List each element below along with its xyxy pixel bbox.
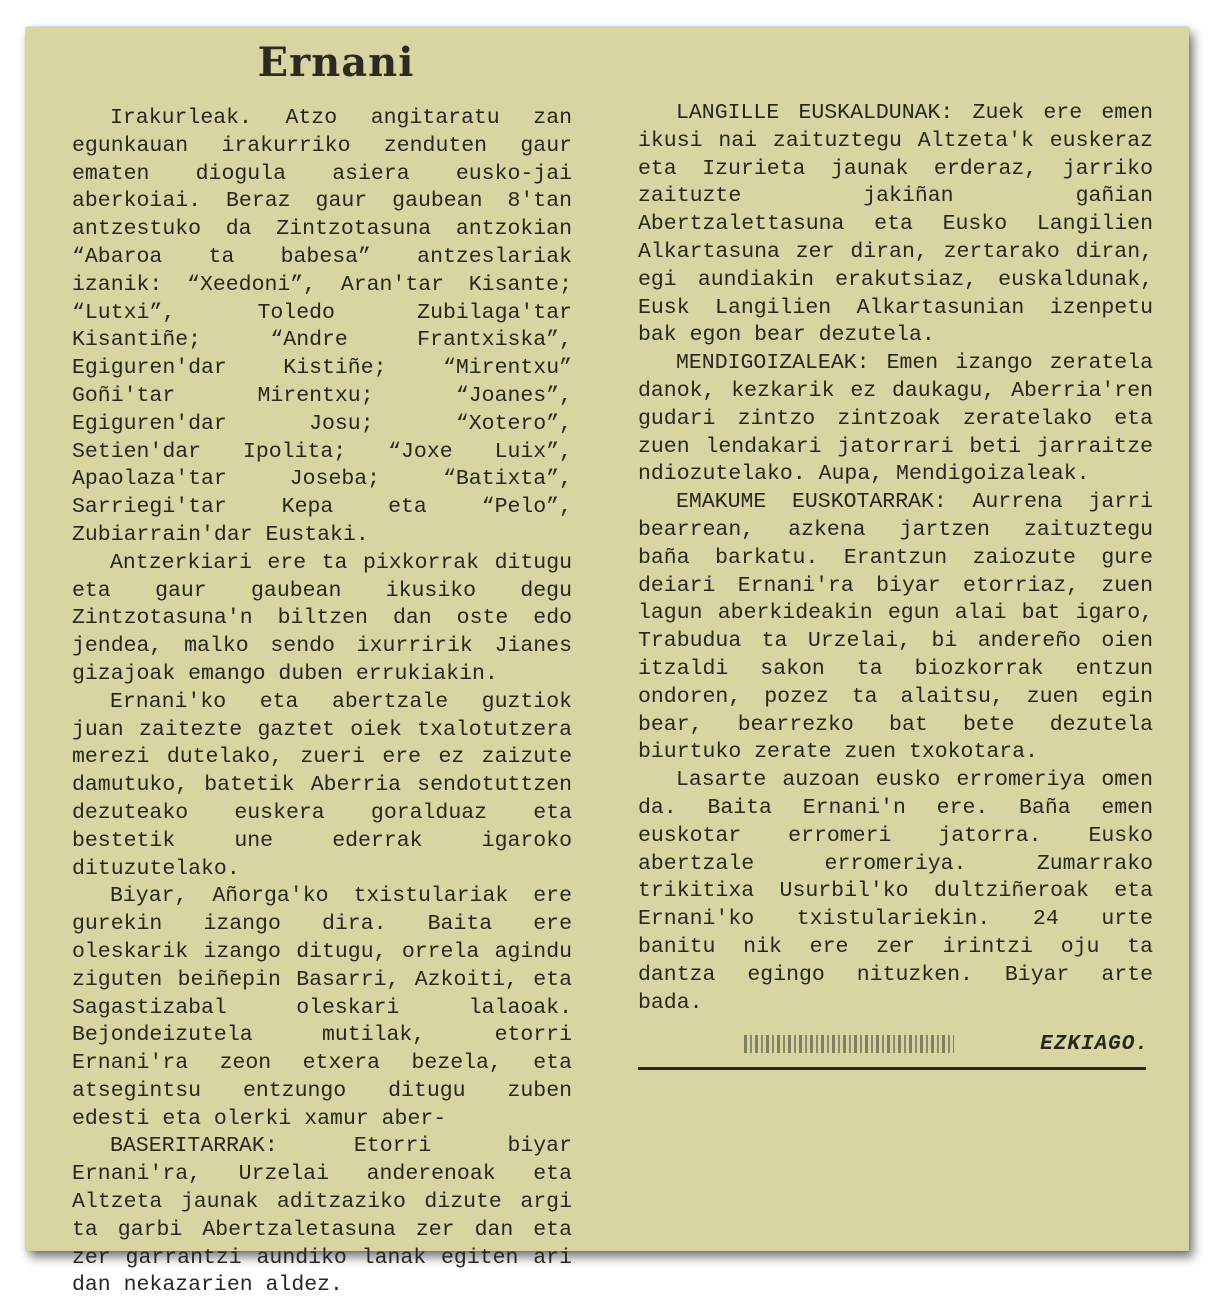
paragraph-ernaniko: Ernani'ko eta abertzale guztiok juan zaitezte gaztet oiek txalotutzera merezi dutelako, zueri ere ez zaizute damutuko, batetik Aberria sendotuttzen dezuteako euskera goralduaz eta bestetik une ederrak igaroko dituzutelako.: [72, 689, 572, 881]
paragraph-biyar: Biyar, Añorga'ko txistulariak ere gurekin izango dira. Baita ere oleskarik izango ditugu, orrela agindu ziguten beiñepin Basarri, Azkoiti, eta Sagastizabal oleskari lalaoak. Bejondeizutela mutilak, etorri Ernani'ra zeon etxera bezela, eta atsegintsu entzungo ditugu zuben edesti eta olerki xamur aber-: [72, 884, 572, 1131]
right-column: [638, 100, 1153, 1017]
paragraph-antzerkiari: Antzerkiari ere ta pixkorrak ditugu eta gaur gaubean ikusiko degu Zintzotasuna'n biltzen dan oste edo jendea, malko sendo ixurririk Jianes gizajoak emango duben errukiakin.: [72, 550, 572, 686]
paragraph-lasarte: Lasarte auzoan eusko erromeriya omen da. Baita Ernani'n ere. Baña emen euskotar erromeri jatorra. Eusko abertzale erromeriya. Zumarrako trikitixa Usurbil'ko dultziñeroak eta Ernani'ko txistulariekin. 24 urte banitu nik ere zer irintzi oju ta dantza egingo nituzken. Biyar arte bada.: [638, 768, 1153, 1015]
paragraph-baseritarrak: BASERITARRAK: Etorri biyar Ernani'ra, Urzelai anderenoak eta Altzeta jaunak aditzaziko dizute argi ta garbi Abertzaletasuna zer dan eta zer garrantzi aundiko lanak egiten ari dan nekazarien aldez.: [72, 1134, 572, 1298]
paragraph-mendigoizaleak: MENDIGOIZALEAK: Emen izango zeratela danok, kezkarik ez daukagu, Aberria'ren gudari zintzo zintzoak zeratelako eta zuen lendakari jatorrari beti jarraitze ndiozutelako. Aupa, Mendigoizaleak.: [638, 351, 1153, 487]
end-rule: [638, 1067, 1146, 1070]
paragraph-intro: Irakurleak. Atzo angitaratu zan egunkauan irakurriko zenduten gaur ematen diogula asiera eusko-jai aberkoiai. Beraz gaur gaubean 8'tan antzestuko da Zintzotasuna antzokian “Abaroa ta babesa” antzeslariak izanik: “Xeedoni”, Aran'tar Kisante; “Lutxi”, Toledo Zubilaga'tar Kisantiñe; “Andre Frantxiska”, Egiguren'dar Kistiñe; “Mirentxu” Goñi'tar Mirentxu; “Joanes”, Egiguren'dar Josu; “Xotero”, Setien'dar Ipolita; “Joxe Luix”, Apaolaza'tar Joseba; “Batixta”, Sarriegi'tar Kepa eta “Pelo”, Zubiarrain'dar Eustaki.: [72, 106, 572, 547]
signature-row: [744, 1027, 1149, 1061]
article-title: Ernani: [257, 39, 415, 86]
left-column: [72, 105, 572, 1300]
paragraph-langille: LANGILLE EUSKALDUNAK: Zuek ere emen ikusi nai zaituztegu Altzeta'k euskeraz eta Izurieta jaunak erderaz, jarriko zaituzte jakiñan gañian Abertzalettasuna eta Eusko Langilien Alkartasuna zer diran, zertarako diran, egi aundiakin erakutsiaz, euskaldunak, Eusk Langilien Alkartasunian izenpetu bak egon bear dezutela.: [638, 101, 1153, 348]
author-signature: EZKIAGO.: [1040, 1032, 1149, 1056]
newspaper-clipping: [26, 27, 1189, 1298]
ink-smudge: [744, 1035, 954, 1053]
paragraph-emakume: EMAKUME EUSKOTARRAK: Aurrena jarri bearrean, azkena jartzen zaituztegu baña barkatu. Erantzun zaiozute gure deiari Ernani'ra biyar etorriaz, zuen lagun aberkideakin egun alai bat igaro, Trabudua ta Urzelai, bi andereño oien itzaldi sakon ta biozkorrak entzun ondoren, pozez ta alaitsu, zuen egin bear, bearrezko bat bete dezutela biurtuko zerate zuen txokotara.: [638, 490, 1153, 765]
